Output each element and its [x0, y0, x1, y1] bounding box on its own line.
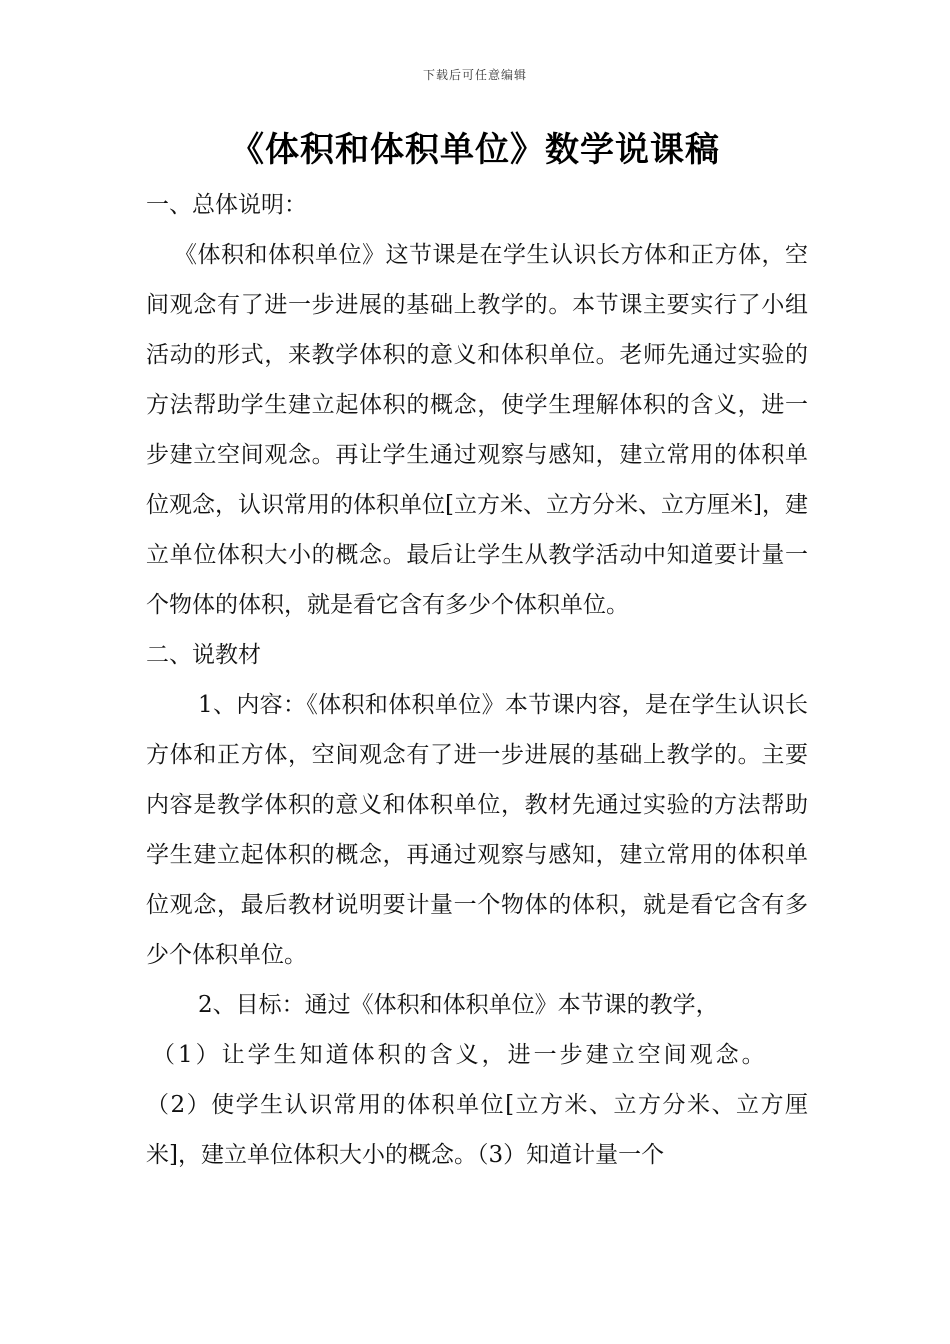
section-heading-textbook: 二、说教材 [146, 642, 261, 668]
document-body [146, 180, 808, 1180]
goals-intro: 2、目标：通过《体积和体积单位》本节课的教学， [198, 992, 719, 1018]
overview-paragraph: 《体积和体积单位》这节课是在学生认识长方体和正方体，空间观念有了进一步进展的基础上教学的。本节课主要实行了小组活动的形式，来教学体积的意义和体积单位。老师先通过实验的方法帮助学生建立起体积的概念，使学生理解体积的含义，进一步建立空间观念。再让学生通过观察与感知，建立常用的体积单位观念，认识常用的体积单位[立方米、立方分米、立方厘米]，建立单位体积大小的概念。最后让学生从教学活动中知道要计量一个物体的体积，就是看它含有多少个体积单位。 [146, 242, 808, 618]
document-title: 《体积和体积单位》数学说课稿 [230, 130, 720, 170]
goal-items-2-3: （2）使学生认识常用的体积单位[立方米、立方分米、立方厘米]，建立单位体积大小的概念。（3）知道计量一个 [146, 1092, 808, 1168]
page-header-note: 下载后可任意编辑 [422, 68, 527, 82]
section-heading-overview: 一、总体说明： [146, 192, 307, 218]
goal-item-1: （1）让学生知道体积的含义，进一步建立空间观念。 [152, 1042, 768, 1068]
content-paragraph: 1、内容：《体积和体积单位》本节课内容，是在学生认识长方体和正方体，空间观念有了进一步进展的基础上教学的。主要内容是教学体积的意义和体积单位，教材先通过实验的方法帮助学生建立起体积的概念，再通过观察与感知，建立常用的体积单位观念，最后教材说明要计量一个物体的体积，就是看它含有多少个体积单位。 [146, 692, 808, 968]
